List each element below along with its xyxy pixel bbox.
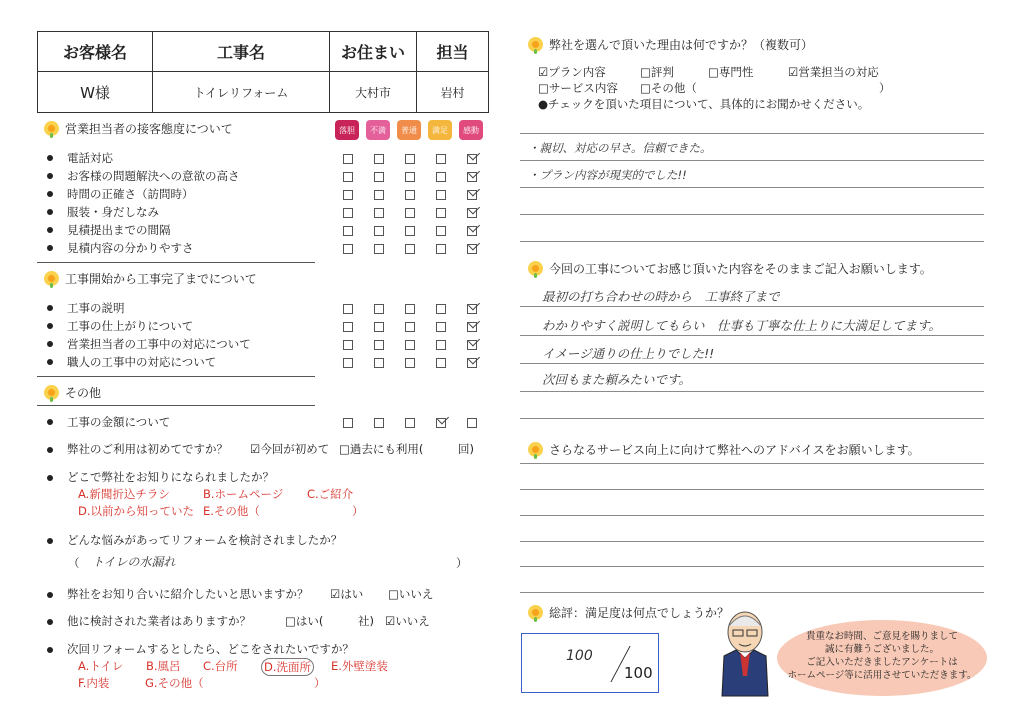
answer-line bbox=[520, 391, 984, 392]
question-first: 弊社のご利用は初めてですか？ bbox=[47, 441, 228, 457]
feel-answer: 次回もまた頼みたいです。 bbox=[542, 372, 692, 387]
answer-line bbox=[520, 335, 984, 336]
rating-checkbox[interactable] bbox=[467, 322, 477, 332]
rating-checkbox[interactable] bbox=[374, 226, 384, 236]
rating-badge: 落胆 bbox=[335, 120, 359, 140]
question-worry: どんな悩みがあってリフォームを検討されましたか？ bbox=[47, 532, 342, 548]
rating-checkbox[interactable] bbox=[405, 154, 415, 164]
flower-icon bbox=[44, 385, 59, 400]
project-name: トイレリフォーム bbox=[153, 72, 330, 113]
source-option[interactable]: B.ホームページ bbox=[203, 487, 284, 501]
rating-checkbox[interactable] bbox=[467, 226, 477, 236]
other-yes-option[interactable]: □はい( bbox=[285, 614, 324, 628]
thanks-line: 貴重なお時間、ご意見を賜りまして bbox=[805, 631, 958, 642]
next-option[interactable]: E.外壁塗装 bbox=[331, 659, 388, 673]
reason-title: 弊社を選んで頂いた理由は何ですか？（複数可） bbox=[528, 36, 813, 53]
thanks-line: ご記入いただきましたアンケートは bbox=[806, 657, 958, 668]
intro-yes-option[interactable]: ☑はい bbox=[330, 587, 364, 601]
rating-checkbox[interactable] bbox=[436, 190, 446, 200]
answer-line bbox=[520, 306, 984, 307]
other-no-option[interactable]: ☑いいえ bbox=[385, 614, 430, 628]
feel-answer: 最初の打ち合わせの時から 工事終了まで bbox=[542, 289, 780, 304]
rating-checkbox[interactable] bbox=[436, 418, 446, 428]
rating-checkbox[interactable] bbox=[436, 340, 446, 350]
list-item: 見積提出までの間隔 bbox=[47, 222, 171, 238]
rating-checkbox[interactable] bbox=[343, 190, 353, 200]
answer-line bbox=[520, 214, 984, 215]
rating-checkbox[interactable] bbox=[343, 358, 353, 368]
list-item: 工事の仕上がりについて bbox=[47, 318, 193, 334]
section2-title: 工事開始から工事完了までについて bbox=[44, 270, 257, 287]
answer-line bbox=[520, 463, 984, 464]
rating-badge: 満足 bbox=[428, 120, 452, 140]
rating-checkbox[interactable] bbox=[374, 340, 384, 350]
rating-checkbox[interactable] bbox=[436, 226, 446, 236]
rating-checkbox[interactable] bbox=[467, 340, 477, 350]
rating-checkbox[interactable] bbox=[405, 304, 415, 314]
rating-checkbox[interactable] bbox=[343, 154, 353, 164]
answer-line bbox=[520, 489, 984, 490]
rating-checkbox[interactable] bbox=[374, 322, 384, 332]
next-option-selected[interactable]: D.洗面所 bbox=[261, 658, 314, 676]
advice-title: さらなるサービス向上に向けて弊社へのアドバイスをお願いします。 bbox=[528, 441, 920, 458]
header-customer-label: お客様名 bbox=[38, 32, 153, 72]
rating-checkbox[interactable] bbox=[343, 172, 353, 182]
rating-checkbox[interactable] bbox=[374, 172, 384, 182]
source-option[interactable]: C.ご紹介 bbox=[307, 487, 354, 501]
worry-answer: トイレの水漏れ bbox=[92, 555, 176, 569]
score-box bbox=[521, 633, 659, 693]
divider bbox=[37, 405, 315, 406]
thanks-bubble bbox=[777, 620, 987, 696]
divider bbox=[37, 376, 315, 377]
rating-checkbox[interactable] bbox=[436, 208, 446, 218]
city-name: 大村市 bbox=[330, 72, 417, 113]
rating-checkbox[interactable] bbox=[405, 244, 415, 254]
source-option[interactable]: D.以前から知っていた bbox=[78, 504, 195, 518]
feel-answer: イメージ通りの仕上りでした!! bbox=[542, 346, 715, 361]
other-company-count: 社) bbox=[358, 614, 374, 628]
rating-checkbox[interactable] bbox=[343, 322, 353, 332]
header-staff-label: 担当 bbox=[417, 32, 489, 72]
rating-badge: 不満 bbox=[366, 120, 390, 140]
rating-checkbox[interactable] bbox=[343, 304, 353, 314]
list-item: 工事の説明 bbox=[47, 300, 125, 316]
answer-line bbox=[520, 541, 984, 542]
rating-badge: 感動 bbox=[459, 120, 483, 140]
rating-checkbox[interactable] bbox=[467, 208, 477, 218]
answer-line bbox=[520, 241, 984, 242]
rating-checkbox[interactable] bbox=[405, 172, 415, 182]
past-use-option[interactable]: □過去にも利用( bbox=[339, 442, 424, 456]
reason-other-close: ） bbox=[879, 81, 891, 95]
feel-title: 今回の工事についてお感じ頂いた内容をそのままご記入お願いします。 bbox=[528, 260, 932, 277]
rating-checkbox[interactable] bbox=[343, 226, 353, 236]
list-item: 職人の工事中の対応について bbox=[47, 354, 216, 370]
source-option[interactable]: E.その他（ bbox=[203, 504, 260, 518]
reason-option-service[interactable]: □サービス内容 bbox=[538, 81, 618, 95]
rating-checkbox[interactable] bbox=[405, 208, 415, 218]
rating-checkbox[interactable] bbox=[374, 418, 384, 428]
source-close: ） bbox=[352, 504, 364, 518]
rating-checkbox[interactable] bbox=[343, 208, 353, 218]
flower-icon bbox=[528, 605, 543, 620]
rating-checkbox[interactable] bbox=[467, 190, 477, 200]
flower-icon bbox=[44, 271, 59, 286]
rating-checkbox[interactable] bbox=[467, 418, 477, 428]
list-item: 電話対応 bbox=[47, 150, 113, 166]
rating-checkbox[interactable] bbox=[436, 304, 446, 314]
question-source: どこで弊社をお知りになられましたか？ bbox=[47, 469, 274, 485]
rating-checkbox[interactable] bbox=[436, 244, 446, 254]
rating-checkbox[interactable] bbox=[436, 172, 446, 182]
rating-checkbox[interactable] bbox=[374, 358, 384, 368]
answer-line bbox=[520, 592, 984, 593]
score-title: 総評：満足度は何点でしょうか？ bbox=[528, 604, 729, 621]
feel-answer: わかりやすく説明してもらい 仕事も丁寧な仕上りに大満足してます。 bbox=[542, 318, 942, 333]
rating-checkbox[interactable] bbox=[374, 244, 384, 254]
section3-title: その他 bbox=[44, 384, 101, 401]
question-other: 他に検討された業者はありますか？ bbox=[47, 613, 251, 629]
reason-option-other[interactable]: □その他（ bbox=[640, 81, 697, 95]
list-item: 服装・身だしなみ bbox=[47, 204, 159, 220]
rating-checkbox[interactable] bbox=[405, 190, 415, 200]
info-table bbox=[37, 31, 489, 113]
reason-answer: ・親切、対応の早さ。信頼できた。 bbox=[528, 141, 712, 155]
next-option[interactable]: A.トイレ bbox=[78, 659, 124, 673]
reason-answer: ・プラン内容が現実的でした!! bbox=[528, 168, 687, 182]
answer-line bbox=[520, 418, 984, 419]
rating-badge: 普通 bbox=[397, 120, 421, 140]
flower-icon bbox=[528, 261, 543, 276]
flower-icon bbox=[44, 121, 59, 136]
reason-option-reputation[interactable]: □評判 bbox=[640, 65, 674, 79]
rating-checkbox[interactable] bbox=[374, 190, 384, 200]
answer-line bbox=[520, 187, 984, 188]
source-option[interactable]: A.新聞折込チラシ bbox=[78, 487, 170, 501]
rating-checkbox[interactable] bbox=[374, 304, 384, 314]
worry-close: ） bbox=[456, 556, 468, 570]
rating-checkbox[interactable] bbox=[467, 172, 477, 182]
list-item: お客様の問題解決への意欲の高さ bbox=[47, 168, 240, 184]
rating-checkbox[interactable] bbox=[436, 358, 446, 368]
next-close: ） bbox=[314, 676, 326, 690]
reason-option-staff[interactable]: ☑営業担当の対応 bbox=[788, 65, 879, 79]
staff-name: 岩村 bbox=[417, 72, 489, 113]
section1-title: 営業担当者の接客態度について bbox=[44, 120, 233, 137]
divider bbox=[37, 262, 315, 263]
rating-checkbox[interactable] bbox=[374, 154, 384, 164]
next-option[interactable]: C.台所 bbox=[203, 659, 238, 673]
flower-icon bbox=[528, 37, 543, 52]
customer-name: W様 bbox=[38, 72, 153, 113]
rating-checkbox[interactable] bbox=[343, 418, 353, 428]
rating-checkbox[interactable] bbox=[467, 244, 477, 254]
next-option[interactable]: B.風呂 bbox=[146, 659, 181, 673]
staff-mascot-icon bbox=[716, 606, 774, 698]
rating-checkbox[interactable] bbox=[467, 154, 477, 164]
list-item: 見積内容の分かりやすさ bbox=[47, 240, 194, 256]
answer-line bbox=[520, 133, 984, 134]
answer-line bbox=[520, 566, 984, 567]
answer-line bbox=[520, 363, 984, 364]
list-item: 営業担当者の工事中の対応について bbox=[47, 336, 251, 352]
worry-open: （ bbox=[68, 556, 80, 570]
thanks-line: ホームページ等に活用させていただきます。 bbox=[787, 670, 977, 681]
flower-icon bbox=[528, 442, 543, 457]
rating-checkbox[interactable] bbox=[405, 226, 415, 236]
rating-checkbox[interactable] bbox=[467, 304, 477, 314]
list-item: 時間の正確さ（訪問時） bbox=[47, 186, 194, 202]
intro-no-option[interactable]: □いいえ bbox=[388, 587, 434, 601]
thanks-line: 誠に有難うございました。 bbox=[824, 644, 939, 655]
rating-checkbox[interactable] bbox=[343, 244, 353, 254]
question-next: 次回リフォームするとしたら、どこをされたいですか？ bbox=[47, 641, 354, 657]
first-time-option[interactable]: ☑今回が初めて bbox=[250, 442, 330, 456]
reason-note: ●チェックを頂いた項目について、具体的にお聞かせください。 bbox=[538, 97, 870, 111]
next-option[interactable]: G.その他（ bbox=[145, 676, 204, 690]
rating-checkbox[interactable] bbox=[436, 322, 446, 332]
reason-option-plan[interactable]: ☑プラン内容 bbox=[538, 65, 606, 79]
rating-checkbox[interactable] bbox=[405, 418, 415, 428]
rating-checkbox[interactable] bbox=[405, 340, 415, 350]
score-value: 100 bbox=[566, 648, 593, 664]
next-option[interactable]: F.内装 bbox=[78, 676, 110, 690]
rating-checkbox[interactable] bbox=[405, 322, 415, 332]
score-max: 100 bbox=[624, 664, 653, 682]
rating-checkbox[interactable] bbox=[374, 208, 384, 218]
rating-checkbox[interactable] bbox=[436, 154, 446, 164]
answer-line bbox=[520, 160, 984, 161]
header-project-label: 工事名 bbox=[153, 32, 330, 72]
question-intro: 弊社をお知り合いに紹介したいと思いますか？ bbox=[47, 586, 309, 602]
reason-option-expertise[interactable]: □専門性 bbox=[708, 65, 754, 79]
rating-checkbox[interactable] bbox=[405, 358, 415, 368]
answer-line bbox=[520, 515, 984, 516]
past-use-count: 回) bbox=[458, 442, 474, 456]
price-item: 工事の金額について bbox=[47, 414, 170, 430]
rating-checkbox[interactable] bbox=[343, 340, 353, 350]
header-city-label: お住まい bbox=[330, 32, 417, 72]
rating-checkbox[interactable] bbox=[467, 358, 477, 368]
